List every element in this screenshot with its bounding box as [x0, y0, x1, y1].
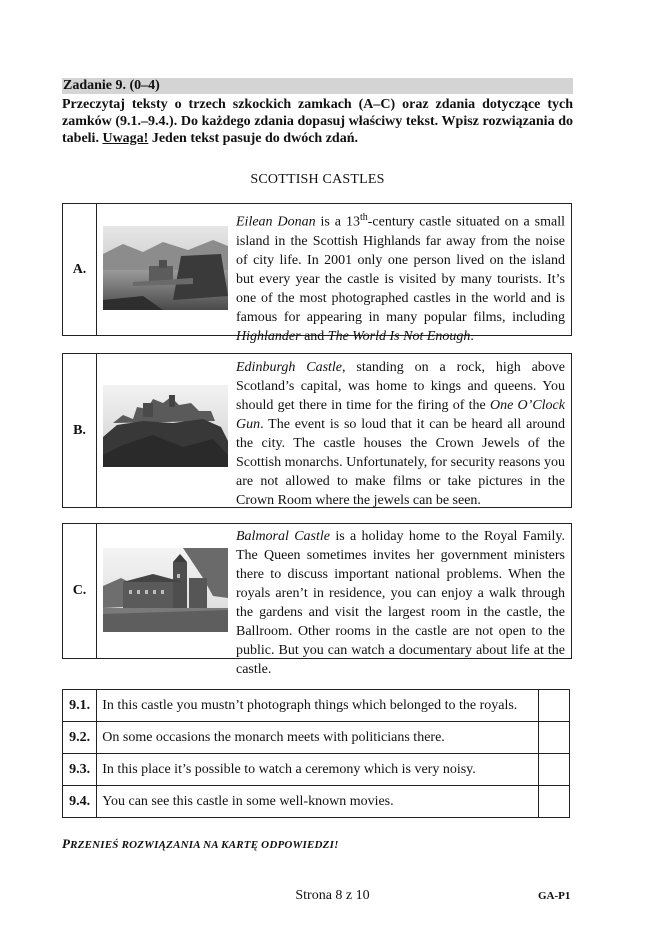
statement-text: In this castle you mustn’t photograph things which belonged to the royals.: [97, 690, 538, 722]
statement-number: 9.2.: [63, 722, 97, 754]
text-letter-c: C.: [63, 524, 97, 658]
transfer-note: [62, 836, 339, 852]
table-row: [63, 690, 570, 722]
statement-number: 9.4.: [63, 786, 97, 818]
answer-cell-9-4[interactable]: [538, 786, 569, 818]
text-b-body: [236, 358, 565, 510]
text-b-part2: . The event is so loud that it can be heard all around the city. The castle houses the Crown Jewels of the Scottish monarchs. Unfortunately, for security reasons you are not allowed to make films or take pictures in the Crown Room where the jewels can be seen.: [236, 417, 565, 508]
instruction-text: Przeczytaj teksty o trzech szkockich zamkach (A–C) oraz zdania dotyczące tych zamków (9.1.–9.4.). Do każdego zdania dopasuj właściwy tekst. Wpisz rozwiązania do tabeli.: [62, 97, 573, 146]
text-c-part1: is a holiday home to the Royal Family. The Queen sometimes invites her government ministers there to discuss important national problems. When the royals aren’t in residence, you can enjoy a walk through the gardens and visit the largest room in the castle, the Ballroom. Other rooms in the castle are not open to the public. But you can watch a documentary about life at the castle.: [236, 529, 566, 677]
statement-text: You can see this castle in some well-known movies.: [97, 786, 538, 818]
statement-text: In this place it’s possible to watch a ceremony which is very noisy.: [97, 754, 538, 786]
balmoral-castle-photo: [103, 548, 228, 632]
text-a-sup: th: [359, 212, 368, 223]
text-a-body: [236, 208, 565, 346]
transfer-note-rest: RZENIEŚ ROZWIĄZANIA NA KARTĘ ODPOWIEDZI!: [70, 839, 339, 851]
text-box-a: [62, 203, 572, 344]
instruction-note: Uwaga!: [102, 131, 149, 146]
instruction-text-end: Jeden tekst pasuje do dwóch zdań.: [148, 131, 358, 146]
section-title: SCOTTISH CASTLES: [250, 172, 385, 187]
castle-name-c: Balmoral Castle: [236, 529, 331, 544]
castle-name-a: Eilean Donan: [236, 214, 316, 230]
lake-castle-photo: [103, 226, 228, 310]
answer-cell-9-3[interactable]: [538, 754, 569, 786]
text-box-b: [62, 353, 572, 508]
task-heading: Zadanie 9. (0–4): [62, 78, 573, 94]
answer-table: [62, 689, 570, 818]
exam-code: GA-P1: [538, 890, 571, 902]
page-number: Strona 8 z 10: [295, 888, 370, 903]
rock-castle-photo: [103, 385, 228, 467]
text-letter-a: A.: [63, 204, 97, 335]
table-row: [63, 722, 570, 754]
text-a-part4: .: [470, 328, 474, 344]
table-row: [63, 786, 570, 818]
answer-cell-9-2[interactable]: [538, 722, 569, 754]
text-c-body: [236, 527, 565, 679]
castle-name-b: Edinburgh Castle: [236, 360, 343, 375]
answer-cell-9-1[interactable]: [538, 690, 569, 722]
text-b-part1: , standing on a rock, high above Scotland’s capital, was home to kings and queens. You should get there in time for the firing of the: [236, 360, 565, 413]
film-title-1: Highlander: [236, 328, 301, 344]
text-a-part2: -century castle situated on a small island in the Scottish Highlands far away from the noise of city life. In 2001 only one person lived on the island but every year the castle is visited by many tourists. It’s one of the most photographed castles in the world and is famous for appearing in many popular films, including: [236, 214, 565, 325]
text-box-c: [62, 523, 572, 677]
text-a-part1: is a 13: [315, 214, 360, 230]
task-instruction: [62, 96, 573, 147]
statement-number: 9.1.: [63, 690, 97, 722]
statement-text: On some occasions the monarch meets with politicians there.: [97, 722, 538, 754]
text-letter-b: B.: [63, 354, 97, 507]
gun-name: One O’Clock Gun: [236, 398, 565, 432]
statement-number: 9.3.: [63, 754, 97, 786]
table-row: [63, 754, 570, 786]
text-a-part3: and: [300, 328, 328, 344]
film-title-2: The World Is Not Enough: [327, 328, 471, 344]
transfer-note-initial: P: [62, 836, 71, 851]
